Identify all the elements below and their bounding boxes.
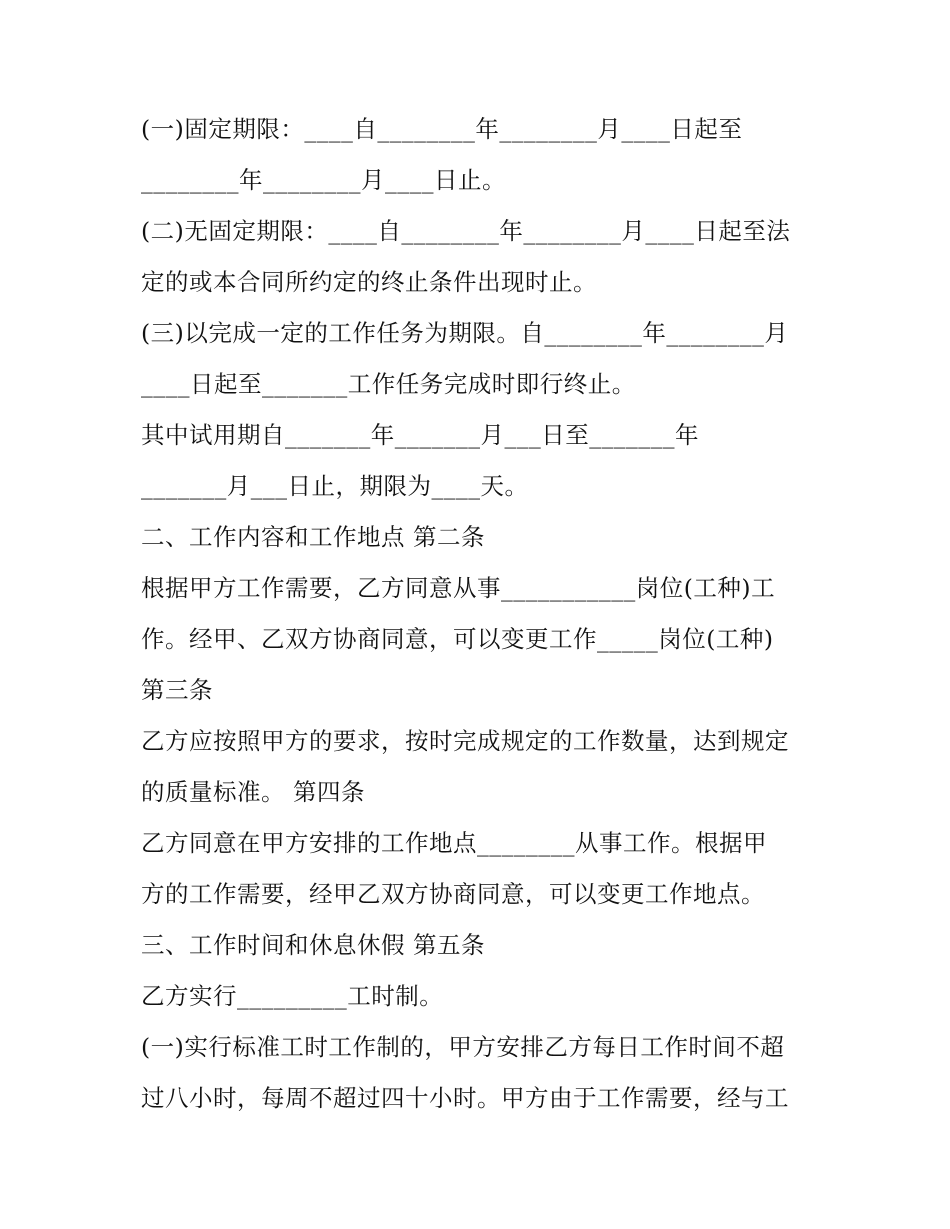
text-line-task-term: (三)以完成一定的工作任务为期限。自________年________月 [141, 319, 789, 347]
text-line-probation: 其中试用期自_______年_______月___日至_______年 [141, 421, 699, 449]
article-heading-3: 第三条 [141, 676, 213, 704]
text-line-open-term-cont: 定的或本合同所约定的终止条件出现时止。 [141, 268, 597, 296]
section-heading-work-content: 二、工作内容和工作地点 第二条 [141, 523, 485, 551]
text-line-article-2-cont: 作。经甲、乙双方协商同意，可以变更工作_____岗位(工种) [141, 625, 774, 653]
text-line-article-4-cont: 方的工作需要，经甲乙双方协商同意，可以变更工作地点。 [141, 880, 765, 908]
text-line-article-5: 乙方实行_________工时制。 [141, 982, 444, 1010]
text-line-fixed-term-end: ________年________月____日止。 [141, 166, 506, 194]
text-line-probation-cont: _______月___日止，期限为____天。 [141, 472, 529, 500]
text-line-task-term-cont: ____日起至_______工作任务完成时即行终止。 [141, 370, 636, 398]
text-line-article-4: 乙方同意在甲方安排的工作地点________从事工作。根据甲 [141, 829, 767, 857]
text-line-article-2: 根据甲方工作需要，乙方同意从事___________岗位(工种)工 [141, 574, 776, 602]
text-line-standard-hours-cont: 过八小时，每周不超过四十小时。甲方由于工作需要，经与工 [141, 1084, 789, 1112]
text-line-open-term: (二)无固定期限：____自________年________月____日起至法 [141, 217, 791, 245]
section-heading-work-hours: 三、工作时间和休息休假 第五条 [141, 931, 485, 959]
text-line-article-3-cont: 的质量标准。 第四条 [141, 778, 365, 806]
text-line-standard-hours: (一)实行标准工时工作制的，甲方安排乙方每日工作时间不超 [141, 1033, 785, 1061]
text-line-article-3: 乙方应按照甲方的要求，按时完成规定的工作数量，达到规定 [141, 727, 789, 755]
text-line-fixed-term: (一)固定期限：____自________年________月____日起至 [141, 115, 743, 143]
